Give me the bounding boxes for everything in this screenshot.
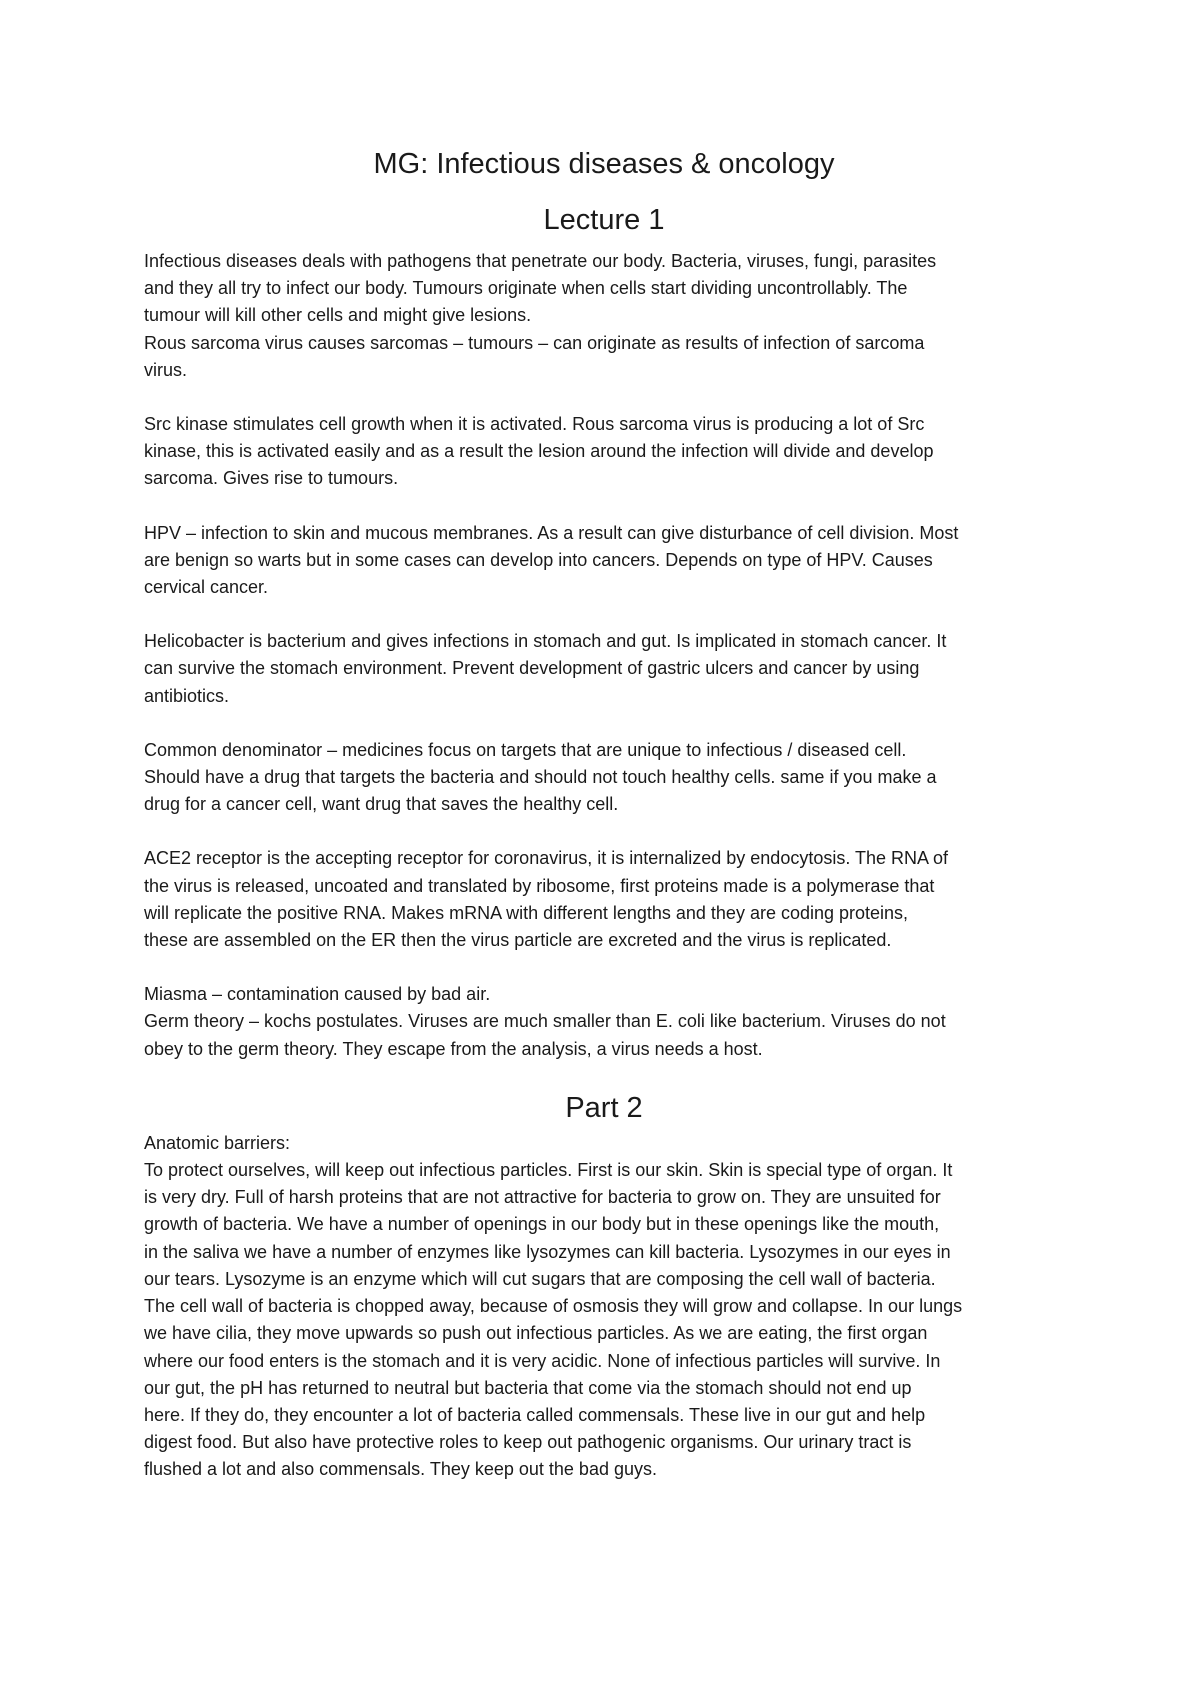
part-2-paragraph [144, 1130, 1064, 1484]
text-line: our tears. Lysozyme is an enzyme which will cut sugars that are composing the cell wall of bacteria. [144, 1268, 936, 1289]
text-line: antibiotics. [144, 685, 230, 706]
paragraph [144, 845, 1064, 954]
text-line: To protect ourselves, will keep out infectious particles. First is our skin. Skin is special type of organ. It [144, 1160, 953, 1181]
text-line: the virus is released, uncoated and translated by ribosome, first proteins made is a polymerase that [144, 875, 935, 896]
text-line: The cell wall of bacteria is chopped away, because of osmosis they will grow and collapse. In our lungs [144, 1296, 963, 1317]
paragraph [144, 737, 1064, 819]
text-line: Rous sarcoma virus causes sarcomas – tumours – can originate as results of infection of sarcoma [144, 332, 925, 353]
text-line: virus. [144, 359, 188, 380]
document-content [144, 146, 1064, 1484]
text-line: kinase, this is activated easily and as a result the lesion around the infection will divide and develop [144, 441, 934, 462]
part-2-heading: Part 2 [565, 1091, 643, 1124]
paragraph [144, 628, 1064, 710]
text-line: Common denominator – medicines focus on targets that are unique to infectious / diseased cell. [144, 739, 907, 760]
text-line: Germ theory – kochs postulates. Viruses are much smaller than E. coli like bacterium. Viruses do not [144, 1011, 946, 1032]
text-line: Should have a drug that targets the bacteria and should not touch healthy cells. same if you make a [144, 767, 937, 788]
paragraph [144, 411, 1064, 493]
document-title: MG: Infectious diseases & oncology [373, 148, 835, 180]
text-line: Src kinase stimulates cell growth when it is activated. Rous sarcoma virus is producing a lot of Src [144, 414, 925, 435]
text-line: HPV – infection to skin and mucous membranes. As a result can give disturbance of cell division. Most [144, 522, 959, 543]
text-line: sarcoma. Gives rise to tumours. [144, 468, 399, 489]
text-line: we have cilia, they move upwards so push out infectious particles. As we are eating, the first organ [144, 1323, 928, 1344]
text-line: cervical cancer. [144, 577, 269, 598]
text-line: are benign so warts but in some cases can develop into cancers. Depends on type of HPV. Causes [144, 549, 933, 570]
text-line: tumour will kill other cells and might give lesions. [144, 305, 532, 326]
text-line: flushed a lot and also commensals. They keep out the bad guys. [144, 1459, 657, 1480]
lecture-1-body [144, 248, 1064, 1063]
text-line: ACE2 receptor is the accepting receptor for coronavirus, it is internalized by endocytosis. The RNA of [144, 848, 949, 869]
paragraph [144, 981, 1064, 1063]
paragraph [144, 520, 1064, 602]
text-line: and they all try to infect our body. Tumours originate when cells start dividing uncontrollably. The [144, 278, 908, 299]
text-line: will replicate the positive RNA. Makes mRNA with different lengths and they are coding proteins, [144, 902, 909, 923]
text-line: Helicobacter is bacterium and gives infections in stomach and gut. Is implicated in stomach cancer. It [144, 631, 947, 652]
text-line: growth of bacteria. We have a number of openings in our body but in these openings like the mouth, [144, 1214, 940, 1235]
paragraph [144, 248, 1064, 384]
text-line: where our food enters is the stomach and it is very acidic. None of infectious particles will survive. In [144, 1350, 941, 1371]
text-line: digest food. But also have protective roles to keep out pathogenic organisms. Our urinary tract is [144, 1432, 912, 1453]
text-line: can survive the stomach environment. Prevent development of gastric ulcers and cancer by using [144, 658, 920, 679]
text-line: Infectious diseases deals with pathogens that penetrate our body. Bacteria, viruses, fungi, parasites [144, 251, 937, 271]
lecture-heading: Lecture 1 [543, 204, 665, 236]
text-line: is very dry. Full of harsh proteins that are not attractive for bacteria to grow on. They are unsuited for [144, 1187, 941, 1208]
text-line: drug for a cancer cell, want drug that saves the healthy cell. [144, 794, 619, 815]
text-line: Miasma – contamination caused by bad air. [144, 984, 491, 1005]
text-line: Anatomic barriers: [144, 1132, 291, 1153]
text-line: these are assembled on the ER then the virus particle are excreted and the virus is replicated. [144, 930, 892, 951]
text-line: in the saliva we have a number of enzymes like lysozymes can kill bacteria. Lysozymes in our eyes in [144, 1241, 951, 1262]
text-line: here. If they do, they encounter a lot of bacteria called commensals. These live in our gut and help [144, 1404, 926, 1425]
text-line: our gut, the pH has returned to neutral but bacteria that come via the stomach should not end up [144, 1377, 912, 1398]
text-line: obey to the germ theory. They escape from the analysis, a virus needs a host. [144, 1038, 763, 1059]
